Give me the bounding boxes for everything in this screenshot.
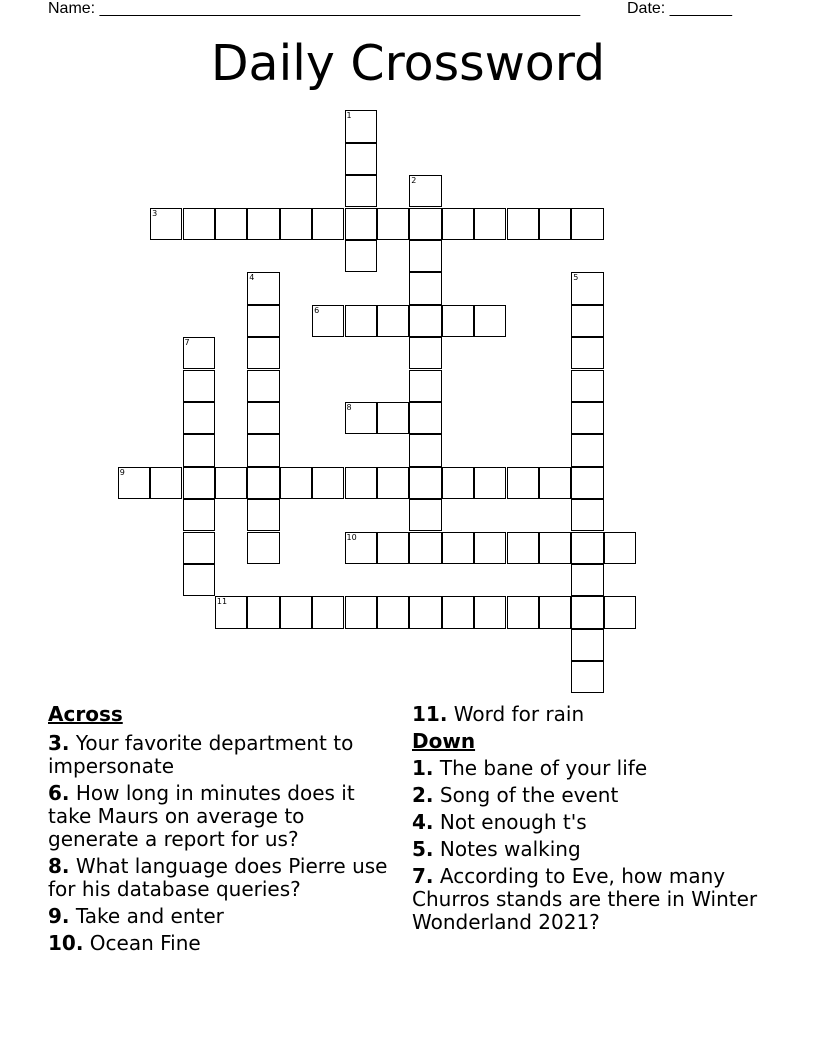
grid-cell[interactable] xyxy=(442,305,474,337)
clue-number: 2. xyxy=(412,783,434,807)
grid-cell[interactable] xyxy=(280,467,312,499)
grid-cell[interactable] xyxy=(345,175,377,207)
grid-cell[interactable] xyxy=(604,596,636,628)
grid-cell[interactable] xyxy=(215,467,247,499)
grid-cell[interactable] xyxy=(247,596,279,628)
clues-right-column xyxy=(412,703,772,938)
grid-clue-number: 1 xyxy=(346,111,352,121)
clue-number: 9. xyxy=(48,904,70,928)
grid-cell[interactable] xyxy=(312,596,344,628)
grid-cell[interactable] xyxy=(345,532,377,564)
grid-cell[interactable] xyxy=(377,467,409,499)
grid-cell[interactable] xyxy=(345,402,377,434)
grid-cell[interactable] xyxy=(183,208,215,240)
grid-cell[interactable] xyxy=(474,467,506,499)
clue-number: 1. xyxy=(412,756,434,780)
clue-text: According to Eve, how many Churros stands are there in Winter Wonderland 2021? xyxy=(412,864,758,934)
grid-cell[interactable] xyxy=(345,110,377,142)
grid-cell[interactable] xyxy=(183,402,215,434)
clue-number: 11. xyxy=(412,702,448,726)
down-heading: Down xyxy=(412,729,476,753)
clue-text: Ocean Fine xyxy=(89,931,201,955)
grid-cell[interactable] xyxy=(571,402,603,434)
grid-cell[interactable] xyxy=(474,532,506,564)
grid-cell[interactable] xyxy=(507,596,539,628)
grid-cell[interactable] xyxy=(247,305,279,337)
clue-down-4 xyxy=(412,811,772,834)
grid-cell[interactable] xyxy=(247,434,279,466)
name-field-label: Name: ______________________________________________________ xyxy=(48,0,581,17)
clue-text: The bane of your life xyxy=(439,756,648,780)
grid-clue-number: 5 xyxy=(573,273,579,283)
grid-clue-number: 11 xyxy=(216,597,228,607)
grid-cell[interactable] xyxy=(247,370,279,402)
grid-cell[interactable] xyxy=(183,532,215,564)
grid-cell[interactable] xyxy=(345,596,377,628)
grid-cell[interactable] xyxy=(442,596,474,628)
grid-cell[interactable] xyxy=(571,564,603,596)
grid-cell[interactable] xyxy=(247,467,279,499)
grid-cell[interactable] xyxy=(571,208,603,240)
grid-cell[interactable] xyxy=(539,596,571,628)
grid-cell[interactable] xyxy=(150,208,182,240)
grid-cell[interactable] xyxy=(312,467,344,499)
grid-cell[interactable] xyxy=(409,370,441,402)
grid-cell[interactable] xyxy=(183,337,215,369)
clue-number: 3. xyxy=(48,731,70,755)
grid-cell[interactable] xyxy=(280,596,312,628)
grid-cell[interactable] xyxy=(377,305,409,337)
grid-cell[interactable] xyxy=(571,370,603,402)
date-field-label: Date: _______ xyxy=(627,0,732,17)
grid-cell[interactable] xyxy=(183,434,215,466)
clue-across-6 xyxy=(48,782,388,851)
grid-cell[interactable] xyxy=(442,467,474,499)
grid-cell[interactable] xyxy=(377,402,409,434)
grid-cell[interactable] xyxy=(409,467,441,499)
clue-across-8 xyxy=(48,855,388,901)
across-heading: Across xyxy=(48,702,123,726)
grid-cell[interactable] xyxy=(571,499,603,531)
grid-cell[interactable] xyxy=(312,305,344,337)
grid-cell[interactable] xyxy=(571,629,603,661)
clues-left-column xyxy=(48,703,388,959)
grid-cell[interactable] xyxy=(571,434,603,466)
grid-cell[interactable] xyxy=(571,532,603,564)
grid-cell[interactable] xyxy=(183,370,215,402)
grid-cell[interactable] xyxy=(604,532,636,564)
grid-cell[interactable] xyxy=(474,208,506,240)
grid-cell[interactable] xyxy=(215,208,247,240)
grid-cell[interactable] xyxy=(409,532,441,564)
clue-text: Word for rain xyxy=(453,702,585,726)
grid-cell[interactable] xyxy=(377,532,409,564)
grid-cell[interactable] xyxy=(409,305,441,337)
grid-clue-number: 9 xyxy=(119,467,125,477)
grid-cell[interactable] xyxy=(247,499,279,531)
grid-cell[interactable] xyxy=(345,208,377,240)
clue-across-3 xyxy=(48,732,388,778)
clue-number: 4. xyxy=(412,810,434,834)
grid-cell[interactable] xyxy=(409,272,441,304)
grid-clue-number: 6 xyxy=(314,305,320,315)
clue-number: 5. xyxy=(412,837,434,861)
grid-cell[interactable] xyxy=(345,467,377,499)
grid-cell[interactable] xyxy=(409,240,441,272)
grid-cell[interactable] xyxy=(377,596,409,628)
clue-text: Notes walking xyxy=(439,837,581,861)
grid-cell[interactable] xyxy=(247,402,279,434)
grid-cell[interactable] xyxy=(183,499,215,531)
grid-cell[interactable] xyxy=(571,661,603,693)
grid-cell[interactable] xyxy=(474,305,506,337)
grid-cell[interactable] xyxy=(571,467,603,499)
grid-cell[interactable] xyxy=(507,532,539,564)
grid-cell[interactable] xyxy=(442,532,474,564)
grid-cell[interactable] xyxy=(345,240,377,272)
clue-text: Take and enter xyxy=(75,904,224,928)
grid-cell[interactable] xyxy=(409,175,441,207)
clue-text: How long in minutes does it take Maurs on average to generate a report for us? xyxy=(48,781,355,851)
clue-down-2 xyxy=(412,784,772,807)
clue-number: 7. xyxy=(412,864,434,888)
grid-cell[interactable] xyxy=(345,305,377,337)
grid-cell[interactable] xyxy=(409,596,441,628)
grid-cell[interactable] xyxy=(571,596,603,628)
clue-across-11 xyxy=(412,703,772,726)
clue-text: What language does Pierre use for his database queries? xyxy=(48,854,388,901)
clue-across-9 xyxy=(48,905,388,928)
clue-number: 10. xyxy=(48,931,84,955)
grid-cell[interactable] xyxy=(118,467,150,499)
grid-cell[interactable] xyxy=(507,208,539,240)
page-title: Daily Crossword xyxy=(210,35,606,92)
grid-clue-number: 7 xyxy=(184,338,190,348)
grid-cell[interactable] xyxy=(247,532,279,564)
grid-cell[interactable] xyxy=(409,499,441,531)
grid-cell[interactable] xyxy=(183,564,215,596)
grid-cell[interactable] xyxy=(150,467,182,499)
grid-clue-number: 10 xyxy=(346,532,357,542)
grid-cell[interactable] xyxy=(539,467,571,499)
grid-cell[interactable] xyxy=(247,272,279,304)
grid-clue-number: 2 xyxy=(411,176,417,186)
grid-cell[interactable] xyxy=(539,208,571,240)
clue-down-7 xyxy=(412,865,772,934)
grid-cell[interactable] xyxy=(571,337,603,369)
grid-cell[interactable] xyxy=(409,337,441,369)
grid-cell[interactable] xyxy=(215,596,247,628)
clue-down-1 xyxy=(412,757,772,780)
grid-cell[interactable] xyxy=(409,208,441,240)
grid-cell[interactable] xyxy=(571,272,603,304)
grid-cell[interactable] xyxy=(280,208,312,240)
clue-number: 8. xyxy=(48,854,70,878)
grid-clue-number: 3 xyxy=(152,208,158,218)
clue-text: Not enough t's xyxy=(439,810,587,834)
grid-cell[interactable] xyxy=(345,143,377,175)
grid-cell[interactable] xyxy=(571,305,603,337)
grid-cell[interactable] xyxy=(312,208,344,240)
grid-cell[interactable] xyxy=(474,596,506,628)
clue-across-10 xyxy=(48,932,388,955)
clue-down-5 xyxy=(412,838,772,861)
grid-cell[interactable] xyxy=(377,208,409,240)
grid-cell[interactable] xyxy=(247,208,279,240)
clue-text: Your favorite department to impersonate xyxy=(48,731,354,778)
grid-cell[interactable] xyxy=(183,467,215,499)
grid-cell[interactable] xyxy=(409,402,441,434)
grid-cell[interactable] xyxy=(507,467,539,499)
grid-cell[interactable] xyxy=(247,337,279,369)
clue-number: 6. xyxy=(48,781,70,805)
grid-clue-number: 4 xyxy=(249,273,255,283)
grid-cell[interactable] xyxy=(539,532,571,564)
grid-cell[interactable] xyxy=(442,208,474,240)
grid-cell[interactable] xyxy=(409,434,441,466)
clue-text: Song of the event xyxy=(439,783,619,807)
grid-clue-number: 8 xyxy=(346,402,352,412)
